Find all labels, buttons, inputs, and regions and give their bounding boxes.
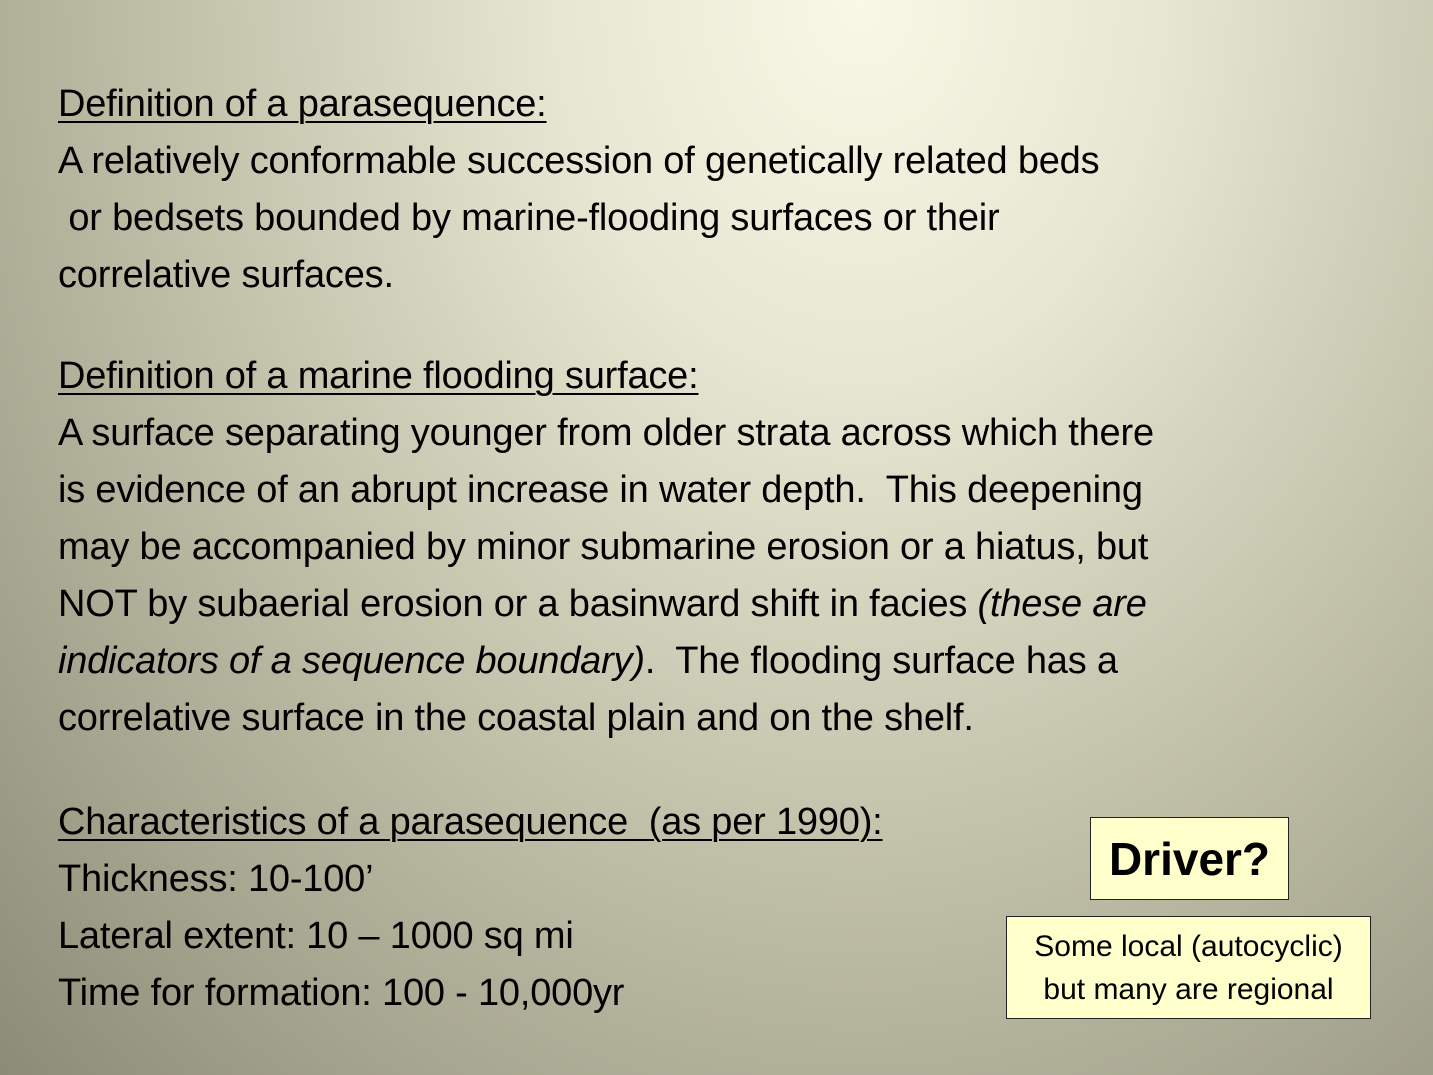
driver-note-line-2: but many are regional xyxy=(1043,972,1334,1006)
flooding-surface-definition-line-1: A surface separating younger from older strata across which there xyxy=(58,412,1154,454)
flooding-surface-line-4-italic-text: (these are xyxy=(977,583,1147,625)
flooding-surface-definition-section xyxy=(58,348,1154,747)
parasequence-definition-line-3: correlative surfaces. xyxy=(58,254,394,296)
driver-note-line-1: Some local (autocyclic) xyxy=(1034,929,1343,963)
flooding-surface-line-4-normal-text: NOT by subaerial erosion or a basinward shift in facies xyxy=(58,583,978,625)
thickness-item: Thickness: 10-100’ xyxy=(58,858,374,900)
driver-callout-box xyxy=(1090,817,1289,900)
flooding-surface-definition-line-3: may be accompanied by minor submarine erosion or a hiatus, but xyxy=(58,526,1149,568)
parasequence-definition-heading: Definition of a parasequence: xyxy=(58,83,547,125)
time-for-formation-item: Time for formation: 100 - 10,000yr xyxy=(58,972,625,1014)
driver-note-box xyxy=(1006,916,1371,1019)
flooding-surface-definition-line-5 xyxy=(58,633,1154,690)
flooding-surface-definition-heading: Definition of a marine flooding surface: xyxy=(58,355,699,397)
flooding-surface-definition-line-6: correlative surface in the coastal plain and on the shelf. xyxy=(58,697,974,739)
parasequence-definition-line-2: or bedsets bounded by marine-flooding surfaces or their xyxy=(58,197,1000,239)
flooding-surface-line-5-normal-text: . The flooding surface has a xyxy=(644,640,1118,682)
parasequence-definition-line-1: A relatively conformable succession of genetically related beds xyxy=(58,140,1100,182)
parasequence-definition-section xyxy=(58,76,1099,304)
driver-label: Driver? xyxy=(1108,832,1271,885)
lateral-extent-item: Lateral extent: 10 – 1000 sq mi xyxy=(58,915,574,957)
flooding-surface-definition-line-2: is evidence of an abrupt increase in water depth. This deepening xyxy=(58,469,1143,511)
flooding-surface-line-5-italic-text: indicators of a sequence boundary) xyxy=(58,640,645,682)
flooding-surface-definition-line-4 xyxy=(58,576,1154,633)
characteristics-heading: Characteristics of a parasequence (as per 1990): xyxy=(58,801,883,843)
parasequence-characteristics-section xyxy=(58,794,883,1022)
